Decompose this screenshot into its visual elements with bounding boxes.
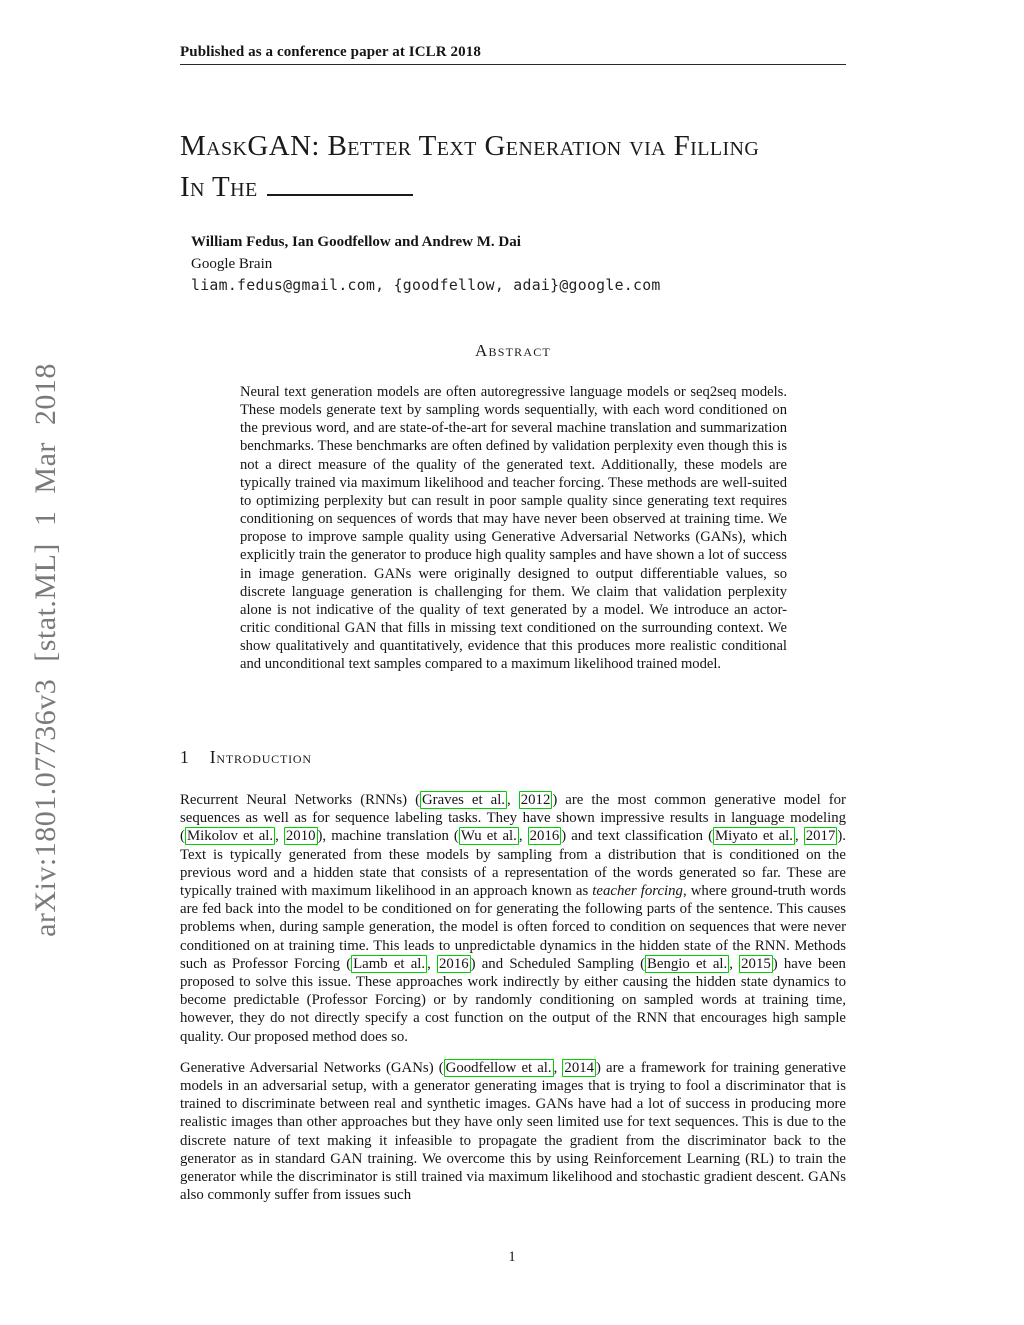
citation-link[interactable]: 2016 <box>439 955 469 972</box>
paragraph-text: ) are a framework for training generative models in an adversarial setup, with a generator generating images that is trying to fool a discriminator that is trained to discriminate between real and synthetic images. GANs have had a lot of success in producing more realistic images than other approaches but they have only seen limited use for text sequences. This is due to the discrete nature of text making it infeasible to propagate the gradient from the discriminator back to the generator as in standard GAN training. We overcome this by using Reinforcement Learning (RL) to train the generator while the discriminator is still trained via maximum likelihood and stochastic gradient descent. GANs also commonly suffer from issues such <box>180 1059 846 1204</box>
paragraph-text: Recurrent Neural Networks (RNNs) ( <box>180 792 420 808</box>
citation-link[interactable]: 2014 <box>564 1059 595 1076</box>
citation-link[interactable]: Mikolov et al. <box>186 828 274 845</box>
paragraph-text: ) have been proposed to solve this issue. These approaches work indirectly by either causing the hidden state dynamics to become predictable (Professor Forcing) or by randomly conditioning on sampled words at training time, however, they do not directly specify a cost function on the output of the RNN that encourages high sample quality. Our proposed method does so. <box>180 955 846 1045</box>
paragraph-text: , where ground-truth words are fed back into the model to be conditioned on for generating the following parts of the sentence. This causes problems when, during sample generation, the model is often forced to condition on sequences that were never conditioned on at training time. This leads to unpredictable dynamics in the hidden state of the RNN. Methods such as Professor Forcing ( <box>180 883 847 972</box>
citation-link[interactable]: 2016 <box>529 828 560 845</box>
title-blank-underline <box>267 194 413 196</box>
citation-link[interactable]: Goodfellow et al. <box>445 1059 552 1076</box>
paragraph-text: ). Text is typically generated from these models by sampling from a distribution that is conditioned on the previous word and a hidden state that consists of a representation of the words generated so far. These are typically trained with maximum likelihood in an approach known as <box>180 828 846 900</box>
paragraph-text: ) and Scheduled Sampling ( <box>470 955 646 972</box>
citation-link[interactable]: Graves et al. <box>422 792 506 808</box>
citation-link[interactable]: 2017 <box>805 828 836 845</box>
citation-link[interactable]: Bengio et al. <box>647 955 728 972</box>
arxiv-watermark: arXiv:1801.07736v3 [stat.ML] 1 Mar 2018 <box>29 363 62 937</box>
paragraph-text: , <box>794 828 804 845</box>
paragraph-text: ), machine translation ( <box>317 828 459 845</box>
paragraph-text: Generative Adversarial Networks (GANs) ( <box>180 1059 444 1076</box>
introduction-paragraph-2 <box>180 1059 846 1205</box>
author-block <box>191 232 661 297</box>
emphasis-text: teacher forcing <box>592 883 683 900</box>
introduction-text <box>180 791 846 1204</box>
paragraph-text: , <box>518 828 528 845</box>
conference-header: Published as a conference paper at ICLR 2018 <box>180 44 481 60</box>
citation-link[interactable]: 2010 <box>285 828 316 845</box>
paragraph-text: ) are the most common generative model for sequences as well as for sequence labeling tasks. They have shown impressive results in language modeling ( <box>180 792 846 845</box>
author-names: William Fedus, Ian Goodfellow and Andrew M. Dai <box>191 234 521 250</box>
introduction-paragraph-1 <box>180 791 846 1046</box>
abstract-body: Neural text generation models are often autoregressive language models or seq2seq models. These models generate text by sampling words sequentially, with each word conditioned on the previous word, and are state-of-the-art for several machine translation and summarization benchmarks. These benchmarks are often defined by validation perplexity even though this is not a direct measure of the quality of the generated text. Additionally, these models are typically trained via maximum likelihood and teacher forcing. These methods are well-suited to optimizing perplexity but can result in poor sample quality since generating text requires conditioning on sequences of words that may have never been observed at training time. We propose to improve sample quality using Generative Adversarial Networks (GANs), which explicitly train the generator to produce high quality samples and have shown a lot of success in image generation. GANs were originally designed to output differentiable values, so discrete language generation is challenging for them. We claim that validation perplexity alone is not indicative of the quality of text generated by a model. We introduce an actor-critic conditional GAN that fills in missing text conditioned on the surrounding context. We show qualitatively and quantitatively, evidence that this produces more realistic conditional and unconditional text samples compared to a maximum likelihood trained model. <box>240 384 787 673</box>
section-heading-introduction <box>180 747 312 768</box>
citation-link[interactable]: Miyato et al. <box>715 828 793 845</box>
paragraph-text: , <box>729 955 740 972</box>
affiliation: Google Brain <box>191 255 273 272</box>
paragraph-text: , <box>275 828 284 845</box>
paragraph-text: , <box>553 1059 563 1076</box>
author-emails: liam.fedus@gmail.com, {goodfellow, adai}@google.com <box>191 277 661 294</box>
header-rule <box>180 64 846 65</box>
citation-link[interactable]: 2015 <box>741 955 771 972</box>
title-line1: MaskGAN: Better Text Generation via Filling <box>180 130 760 162</box>
citation-link[interactable]: Wu et al. <box>460 828 517 845</box>
paragraph-text: , <box>427 955 438 972</box>
paragraph-text: , <box>507 792 519 808</box>
page-number: 1 <box>508 1249 516 1265</box>
paper-title <box>180 126 860 208</box>
paragraph-text: ) and text classification ( <box>561 828 714 845</box>
citation-link[interactable]: 2012 <box>520 792 551 808</box>
section-title: Introduction <box>209 747 312 767</box>
section-number: 1 <box>180 747 189 767</box>
citation-link[interactable]: Lamb et al. <box>353 955 426 972</box>
abstract-heading: Abstract <box>475 341 551 360</box>
title-line2: In The <box>180 171 258 203</box>
